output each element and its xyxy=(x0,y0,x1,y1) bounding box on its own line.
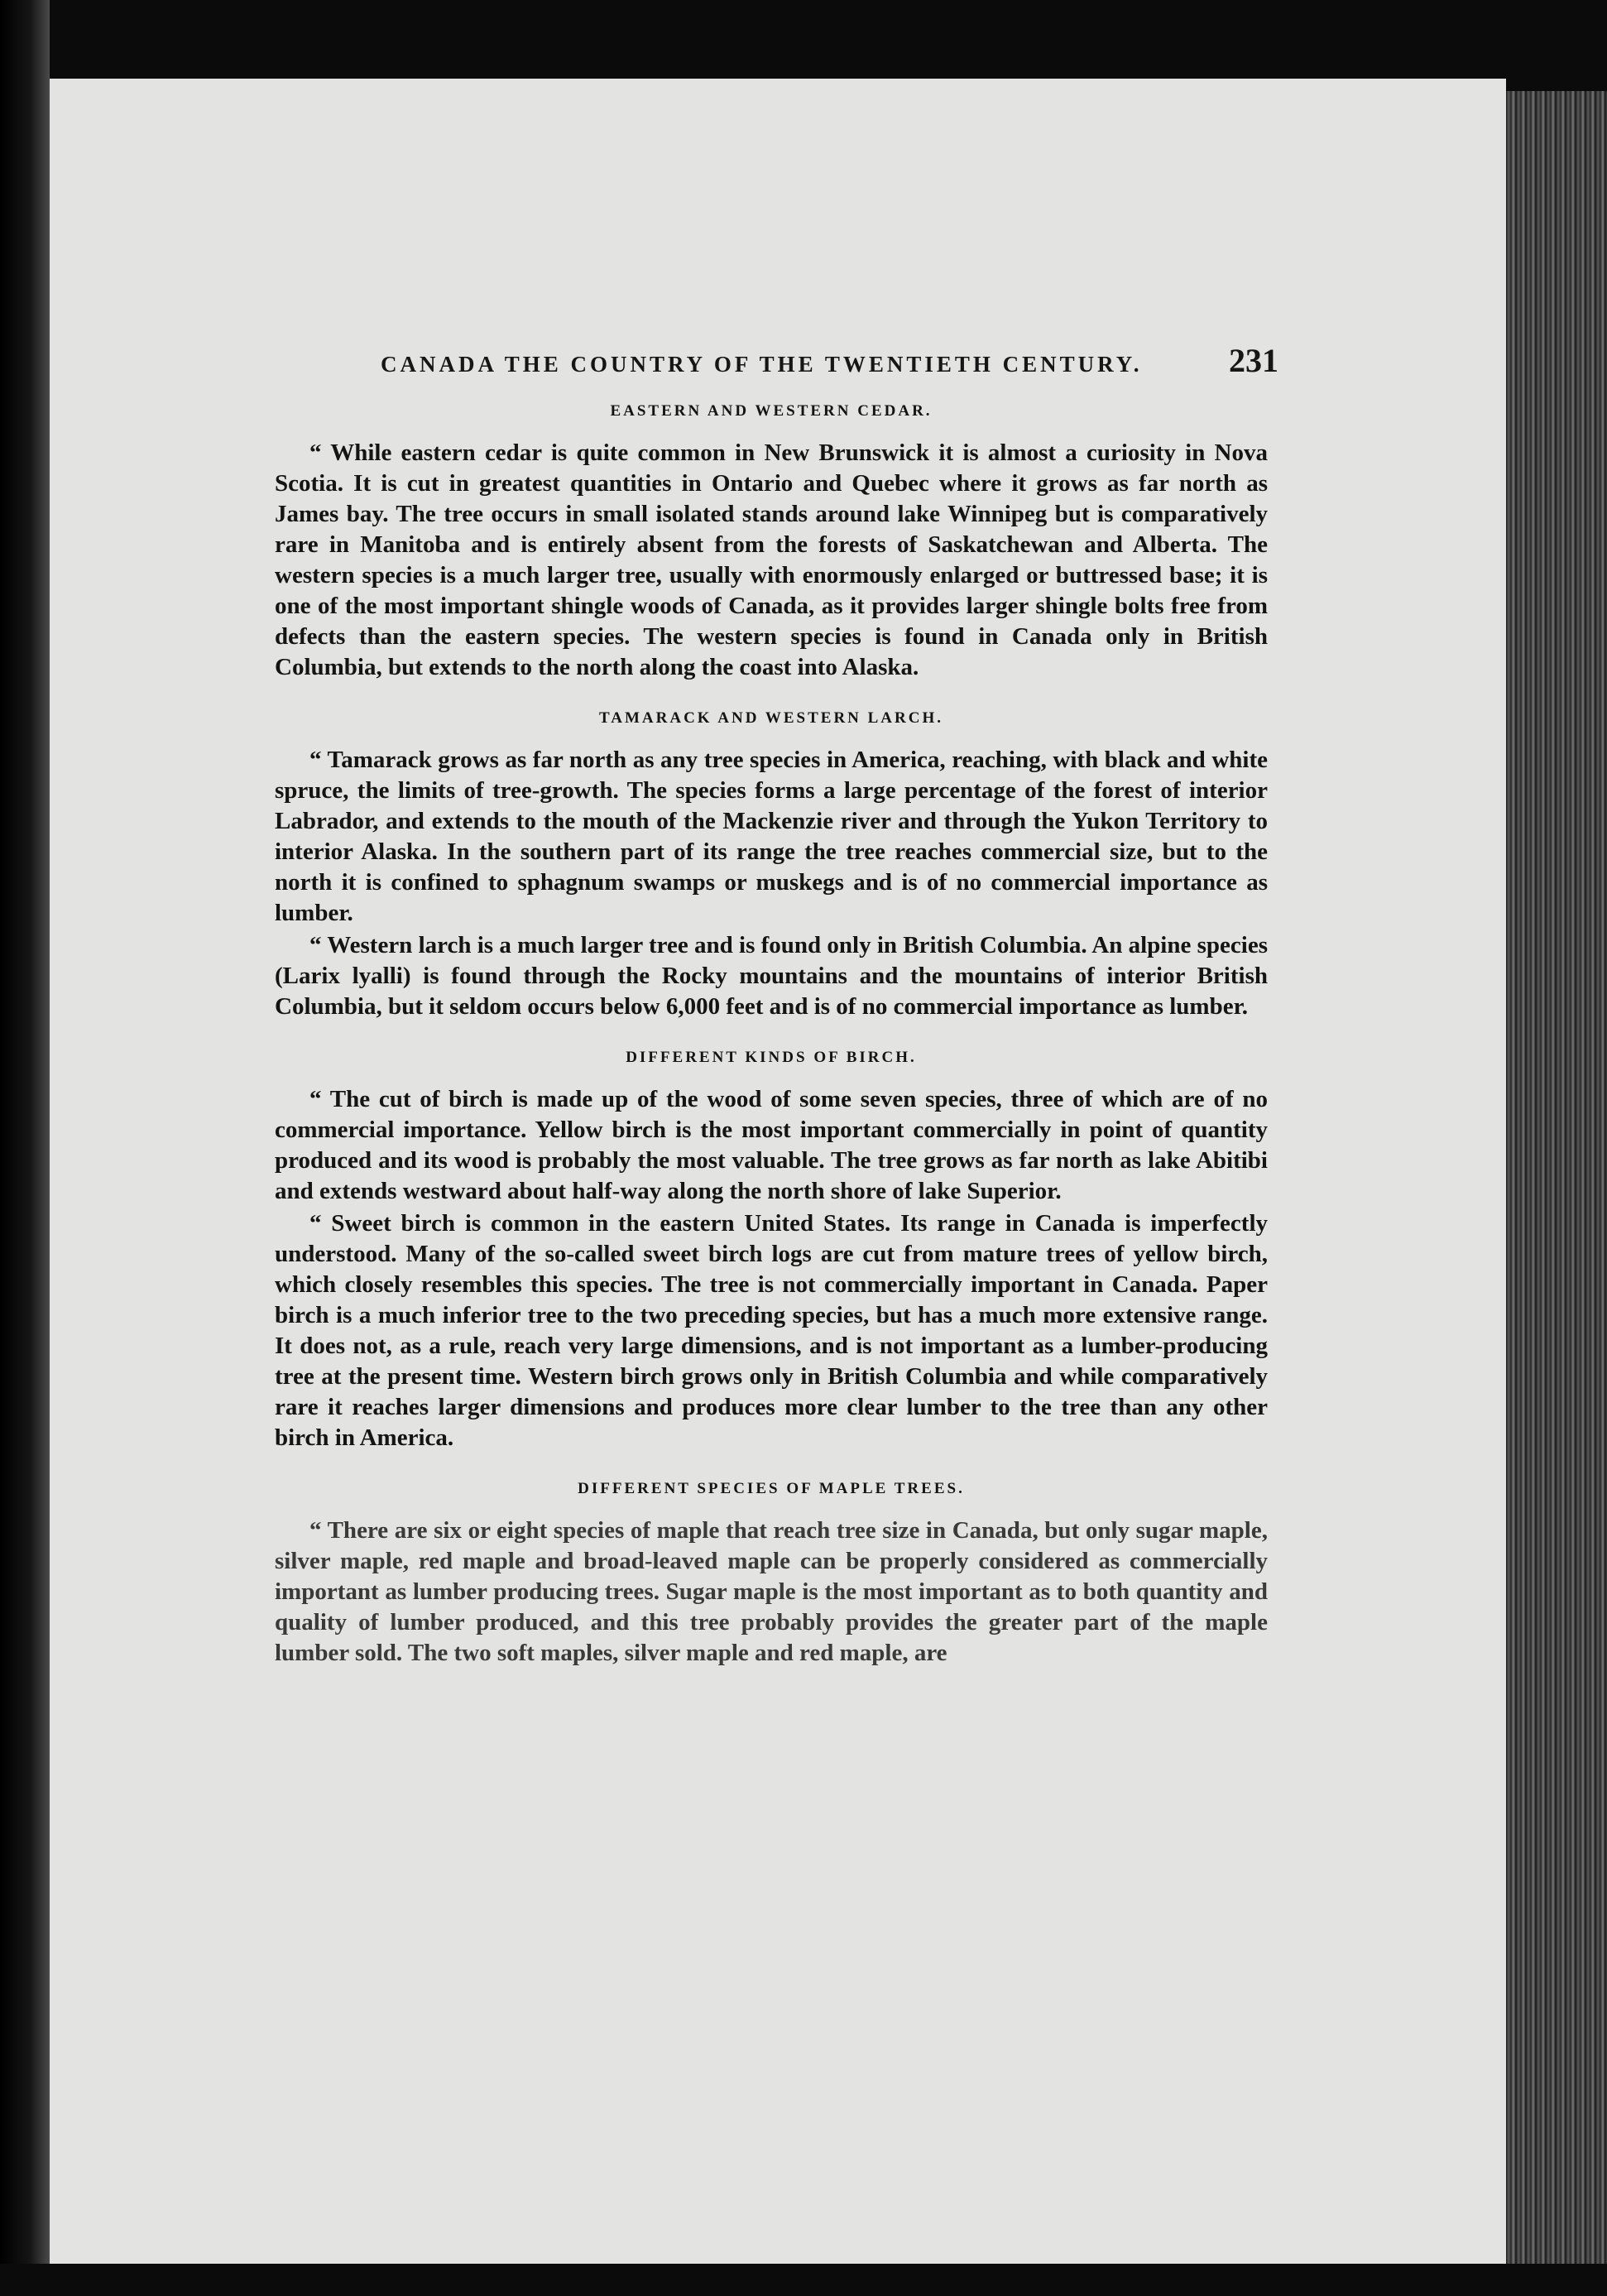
paragraph: “ Western larch is a much larger tree and is found only in British Columbia. An alpine species (Larix lyalli) is found through the Rocky mountains and the mountains of interior British Columbia, but it seldom occurs below 6,000 feet and is of no commercial importance as lumber. xyxy=(275,932,1268,1020)
section-larch xyxy=(275,703,1268,1022)
section-heading: EASTERN AND WESTERN CEDAR. xyxy=(610,402,933,420)
page-body xyxy=(275,389,1268,1669)
section-cedar xyxy=(275,396,1268,683)
scan-left-shadow xyxy=(0,0,50,2296)
section-heading: DIFFERENT KINDS OF BIRCH. xyxy=(626,1049,917,1066)
section-birch xyxy=(275,1042,1268,1453)
page-edge-stack xyxy=(1506,91,1607,2296)
paragraph: “ Sweet birch is common in the eastern United States. Its range in Canada is imperfectly understood. Many of the so-called sweet birch logs are cut from mature trees of yellow birch, which closely resembles this species. The tree is not commercially important in Canada. Paper birch is a much inferior tree to the two preceding species, but has a much more extensive range. It does not, as a rule, reach very large dimensions, and is not important as a lumber-producing tree at the present time. Western birch grows only in British Columbia and while comparatively rare it reaches larger dimensions and produces more clear lumber to the tree than any other birch in America. xyxy=(275,1210,1268,1451)
paragraph: “ The cut of birch is made up of the wood of some seven species, three of which are of no commercial importance. Yellow birch is the most important commercially in point of quantity produced and its wood is probably the most valuable. The tree grows as far north as lake Abitibi and extends westward about half-way along the north shore of lake Superior. xyxy=(275,1086,1268,1204)
section-heading: TAMARACK AND WESTERN LARCH. xyxy=(599,709,943,727)
paragraph: “ While eastern cedar is quite common in New Brunswick it is almost a curiosity in Nova Scotia. It is cut in greatest quantities in Ontario and Quebec where it grows as far north as James bay. The tree occurs in small isolated stands around lake Winnipeg but is comparatively rare in Manitoba and is entirely absent from the forests of Saskatchewan and Alberta. The western species is a much larger tree, usually with enormously enlarged or buttressed base; it is one of the most important shingle woods of Canada, as it provides larger shingle bolts free from defects than the eastern species. The western species is found in Canada only in British Columbia, but extends to the north along the coast into Alaska. xyxy=(275,440,1268,680)
section-heading: DIFFERENT SPECIES OF MAPLE TREES. xyxy=(578,1480,965,1497)
page-number: 231 xyxy=(1229,342,1278,379)
paragraph: “ Tamarack grows as far north as any tree species in America, reaching, with black and white spruce, the limits of tree-growth. The species forms a large percentage of the forest of interior Labrador, and extends to the mouth of the Mackenzie river and through the Yukon Territory to interior Alaska. In the southern part of its range the tree reaches commercial size, but to the north it is confined to sphagnum swamps or muskegs and is of no commercial importance as lumber. xyxy=(275,747,1268,926)
scan-bottom-border xyxy=(0,2264,1607,2296)
section-maple xyxy=(275,1473,1268,1669)
paragraph: “ There are six or eight species of maple that reach tree size in Canada, but only sugar maple, silver maple, red maple and broad-leaved maple can be properly considered as commercially important as lumber producing trees. Sugar maple is the most important as to both quantity and quality of lumber produced, and this tree probably provides the greater part of the maple lumber sold. The two soft maples, silver maple and red maple, are xyxy=(275,1517,1268,1666)
page-header xyxy=(381,341,1278,380)
running-head: CANADA THE COUNTRY OF THE TWENTIETH CENTURY. xyxy=(381,352,1143,377)
